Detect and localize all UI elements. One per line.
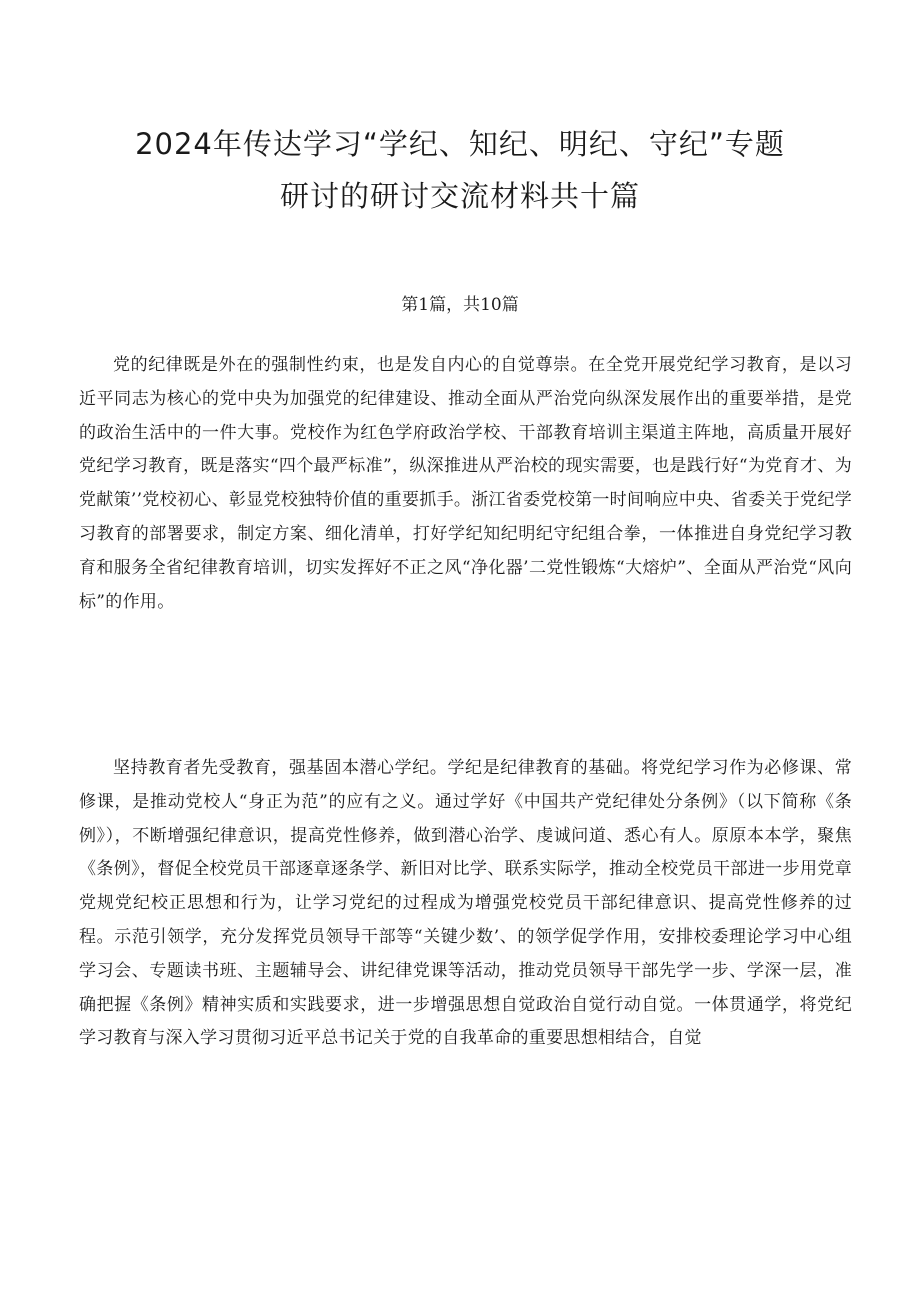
title-line-1: 2024年传达学习“学纪、知纪、明纪、守纪”专题 bbox=[135, 127, 785, 161]
article-counter: 第1篇，共10篇 bbox=[401, 295, 519, 315]
title-line-2: 研讨的研讨交流材料共十篇 bbox=[279, 179, 640, 213]
body-paragraph-2: 坚持教育者先受教育，强基固本潜心学纪。学纪是纪律教育的基础。将党纪学习作为必修课、常修课，是推动党校人“身正为范”的应有之义。通过学好《中国共产党纪律处分条例》（以下简称《条例》），不断增强纪律意识，提高党性修养，做到潜心治学、虔诚问道、悉心有人。原原本本学，聚焦《条例》，督促全校党员干部逐章逐条学、新旧对比学、联系实际学，推动全校党员干部进一步用党章党规党纪校正思想和行为，让学习党纪的过程成为增强党校党员干部纪律意识、提高党性修养的过程。示范引领学，充分发挥党员领导干部等“关键少数’、的领学促学作用，安排校委理论学习中心组学习会、专题读书班、主题辅导会、讲纪律党课等活动，推动党员领导干部先学一步、学深一层，准确把握《条例》精神实质和实践要求，进一步增强思想自觉政治自觉行动自觉。一体贯通学，将党纪学习教育与深入学习贯彻习近平总书记关于党的自我革命的重要思想相结合，自觉 bbox=[79, 758, 852, 1049]
body-paragraph-1: 党的纪律既是外在的强制性约束，也是发自内心的自觉尊崇。在全党开展党纪学习教育，是以习近平同志为核心的党中央为加强党的纪律建设、推动全面从严治党向纵深发展作出的重要举措，是党的政治生活中的一件大事。党校作为红色学府政治学校、干部教育培训主渠道主阵地，高质量开展好党纪学习教育，既是落实“四个最严标准”，纵深推进从严治校的现实需要，也是践行好“为党育才、为党献策’’党校初心、彰显党校独特价值的重要抓手。浙江省委党校第一时间响应中央、省委关于党纪学习教育的部署要求，制定方案、细化清单，打好学纪知纪明纪守纪组合拳，一体推进自身党纪学习教育和服务全省纪律教育培训，切实发挥好不正之风“净化器’二党性锻炼“大熔炉”、全面从严治党“风向标”的作用。 bbox=[79, 355, 852, 612]
document-title bbox=[60, 118, 860, 222]
